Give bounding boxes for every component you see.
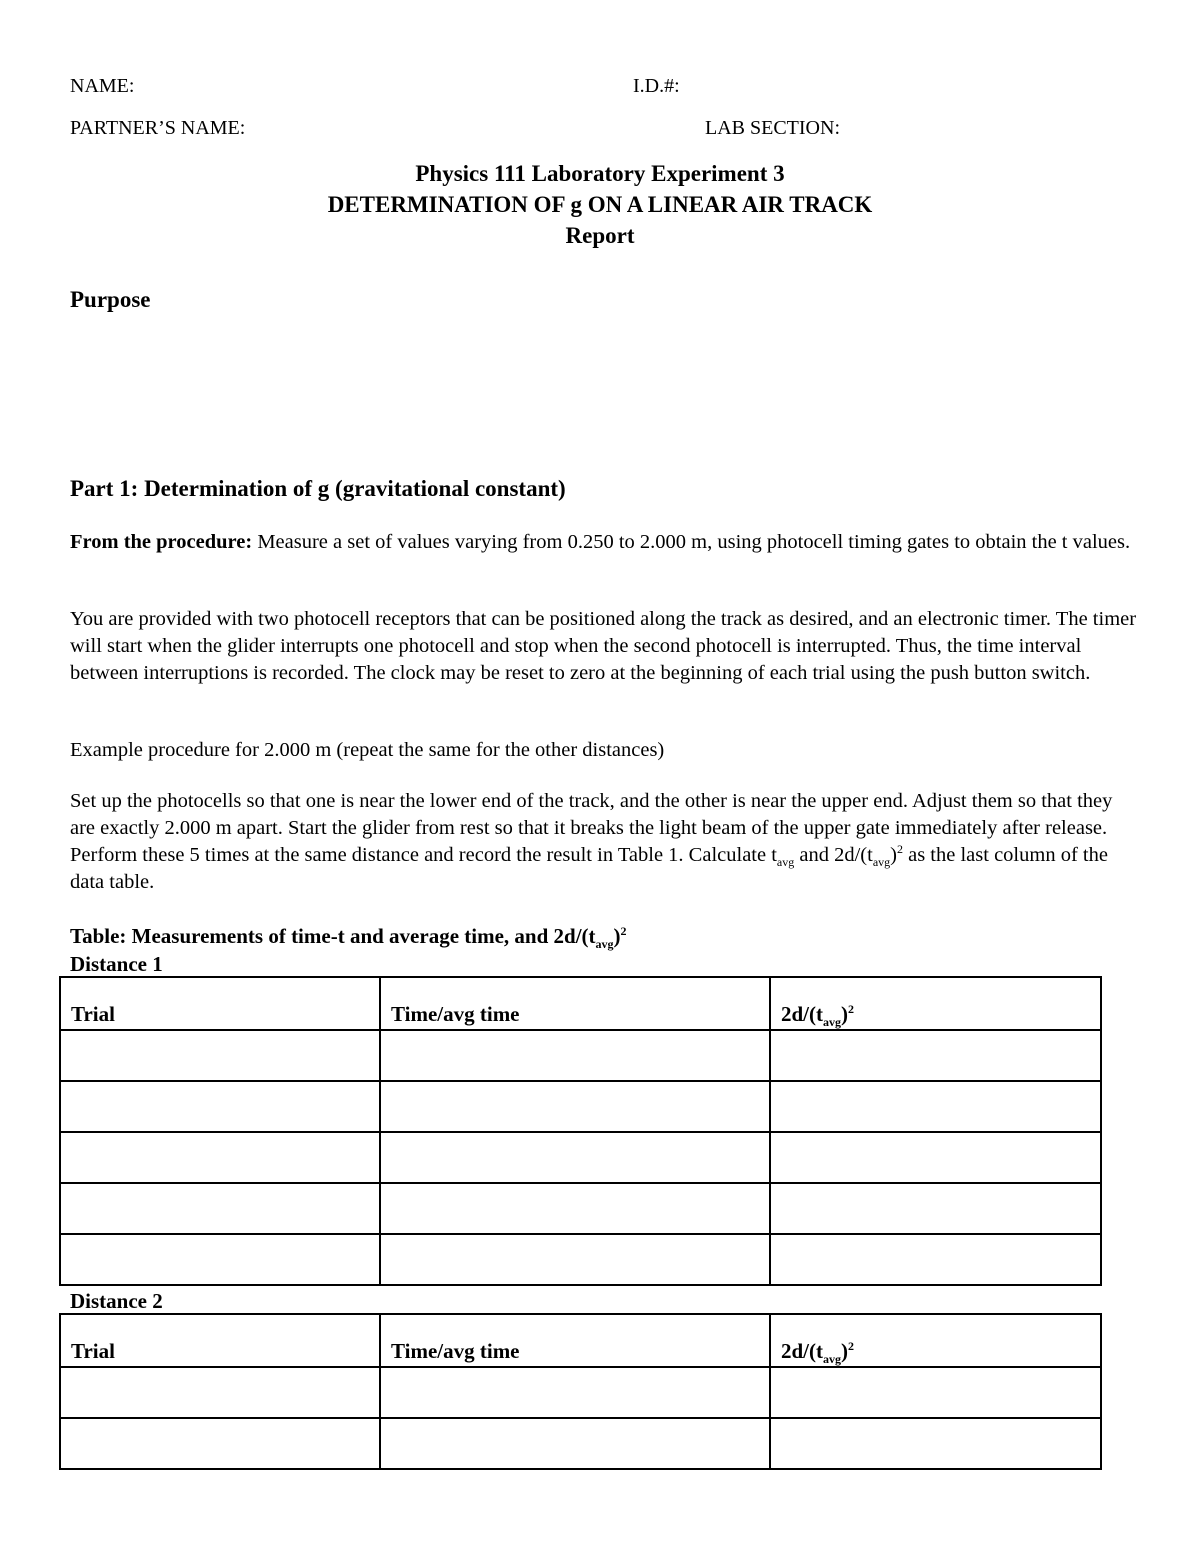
setup-paragraph xyxy=(70,788,1140,896)
table-row xyxy=(60,1132,1101,1183)
trial-cell[interactable] xyxy=(60,1234,380,1285)
distance1-label: Distance 1 xyxy=(70,952,163,976)
formula-text-a: 2d/(t xyxy=(781,1002,823,1026)
time-cell[interactable] xyxy=(380,1367,770,1418)
time-column-header: Time/avg time xyxy=(380,1314,770,1367)
document-title-line3: Report xyxy=(565,223,635,248)
table-caption-sub: avg xyxy=(595,937,614,952)
setup-text-a: Set up the photocells so that one is near the lower end of the track, and the other is near the upper end. Adjust them so that they are exactly 2.000 m apart. Start the glider from rest so that it breaks the light beam of the upper gate immediately after release. Perform these 5 times at the same distance and record the result in Table 1. Calculate t xyxy=(70,790,1113,866)
time-cell[interactable] xyxy=(380,1183,770,1234)
from-procedure-paragraph xyxy=(70,529,1140,556)
table-row xyxy=(60,1030,1101,1081)
formula-sub: avg xyxy=(823,1352,841,1367)
purpose-heading: Purpose xyxy=(70,287,151,312)
trial-cell[interactable] xyxy=(60,1081,380,1132)
example-procedure-paragraph: Example procedure for 2.000 m (repeat the same for the other distances) xyxy=(70,739,665,761)
setup-sub-2: avg xyxy=(872,855,891,870)
formula-sub: avg xyxy=(823,1015,841,1030)
formula-text-b: ) xyxy=(841,1002,848,1026)
formula-sup: 2 xyxy=(848,1002,854,1016)
trial-column-header: Trial xyxy=(60,1314,380,1367)
equipment-paragraph: You are provided with two photocell receptors that can be positioned along the track as desired, and an electronic timer. The timer will start when the glider interrupts one photocell and stop when the second photocell is interrupted. Thus, the time interval between interruptions is recorded. The clock may be reset to zero at the beginning of each trial using the push button switch. xyxy=(70,608,1137,684)
table-caption xyxy=(70,924,627,952)
table-row xyxy=(60,1183,1101,1234)
trial-cell[interactable] xyxy=(60,1132,380,1183)
table-header-row xyxy=(60,1314,1101,1367)
table-caption-text-a: Table: Measurements of time-t and average time, and 2d/(t xyxy=(70,924,596,948)
result-cell[interactable] xyxy=(770,1132,1101,1183)
result-cell[interactable] xyxy=(770,1081,1101,1132)
trial-cell[interactable] xyxy=(60,1183,380,1234)
time-cell[interactable] xyxy=(380,1030,770,1081)
trial-cell[interactable] xyxy=(60,1367,380,1418)
formula-sup: 2 xyxy=(848,1339,854,1353)
result-cell[interactable] xyxy=(770,1418,1101,1469)
from-procedure-label: From the procedure: xyxy=(70,531,253,553)
result-cell[interactable] xyxy=(770,1030,1101,1081)
table-row xyxy=(60,1234,1101,1285)
table-caption-sup: 2 xyxy=(620,924,627,938)
id-label: I.D.#: xyxy=(633,75,680,97)
table-caption-text-b: ) xyxy=(613,924,621,948)
distance2-label: Distance 2 xyxy=(70,1289,163,1313)
time-cell[interactable] xyxy=(380,1081,770,1132)
from-procedure-text: Measure a set of values varying from 0.250 to 2.000 m, using photocell timing gates to obtain the t values. xyxy=(252,531,1131,553)
document-title-line1: Physics 111 Laboratory Experiment 3 xyxy=(415,161,785,186)
table-row xyxy=(60,1418,1101,1469)
trial-cell[interactable] xyxy=(60,1418,380,1469)
time-cell[interactable] xyxy=(380,1132,770,1183)
result-cell[interactable] xyxy=(770,1367,1101,1418)
trial-cell[interactable] xyxy=(60,1030,380,1081)
partner-name-label: PARTNER’S NAME: xyxy=(70,117,246,139)
part1-heading: Part 1: Determination of g (gravitational constant) xyxy=(70,476,566,501)
setup-text-b: and 2d/(t xyxy=(794,844,873,866)
lab-section-label: LAB SECTION: xyxy=(705,117,840,139)
setup-sup: 2 xyxy=(896,842,903,857)
formula-column-header xyxy=(770,977,1101,1030)
time-column-header: Time/avg time xyxy=(380,977,770,1030)
setup-sub-1: avg xyxy=(776,855,795,870)
result-cell[interactable] xyxy=(770,1183,1101,1234)
result-cell[interactable] xyxy=(770,1234,1101,1285)
name-label: NAME: xyxy=(70,75,135,97)
document-title-line2: DETERMINATION OF g ON A LINEAR AIR TRACK xyxy=(327,192,873,217)
table-row xyxy=(60,1367,1101,1418)
distance2-table xyxy=(59,1313,1102,1470)
time-cell[interactable] xyxy=(380,1418,770,1469)
time-cell[interactable] xyxy=(380,1234,770,1285)
formula-text-b: ) xyxy=(841,1339,848,1363)
setup-text-d: as the last column of the data table. xyxy=(70,844,1108,893)
table-header-row xyxy=(60,977,1101,1030)
distance1-table xyxy=(59,976,1102,1286)
formula-column-header xyxy=(770,1314,1101,1367)
formula-text-a: 2d/(t xyxy=(781,1339,823,1363)
setup-text-c: ) xyxy=(890,844,897,866)
trial-column-header: Trial xyxy=(60,977,380,1030)
table-row xyxy=(60,1081,1101,1132)
